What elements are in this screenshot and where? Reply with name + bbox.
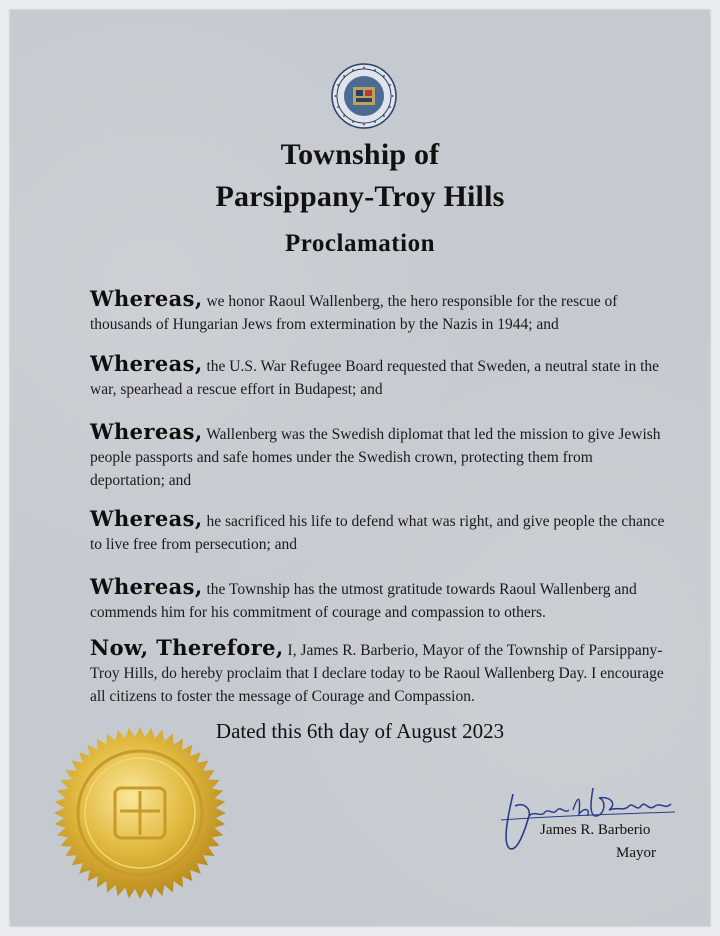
clause-text: Wallenberg was the Swedish diplomat that led the mission to give Jewish people passports and safe homes under the Swedish crown, protecting them from deportation; and [90,426,661,489]
clause-lead: Whereas, [90,286,203,311]
proclamation-heading: Proclamation [285,230,435,257]
now-therefore-clause [90,636,665,708]
clause-lead: Whereas, [90,574,203,599]
whereas-clause-5 [90,575,665,624]
title-line-1: Township of [280,138,440,171]
clause-lead: Now, Therefore, [90,635,284,660]
clause-text: we honor Raoul Wallenberg, the hero responsible for the rescue of thousands of Hungarian Jews from extermination by the Nazis in 1944; and [90,293,618,333]
clause-lead: Whereas, [90,351,203,376]
township-seal-icon [331,63,397,129]
clause-text: the U.S. War Refugee Board requested that Sweden, a neutral state in the war, spearhead a rescue effort in Budapest; and [90,358,660,398]
gold-foil-seal-icon [53,726,227,900]
clause-text: the Township has the utmost gratitude towards Raoul Wallenberg and commends him for his commitment of courage and compassion to others. [90,581,637,621]
mayor-signature [495,780,680,855]
signatory-title: Mayor [616,845,656,861]
clause-lead: Whereas, [90,419,203,444]
whereas-clause-3 [90,420,665,492]
signatory-name: James R. Barberio [540,822,651,838]
title-line-2: Parsippany-Troy Hills [215,180,505,213]
whereas-clause-2 [90,352,665,401]
clause-text: I, James R. Barberio, Mayor of the Township of Parsippany-Troy Hills, do hereby proclaim that I declare today to be Raoul Wallenberg Day. I encourage all citizens to foster the message of Courage and Compassion. [90,642,664,705]
dated-line: Dated this 6th day of August 2023 [215,719,505,743]
whereas-clause-4 [90,507,665,556]
clause-lead: Whereas, [90,506,203,531]
clause-text: he sacrificed his life to defend what was right, and give people the chance to live free from persecution; and [90,513,665,553]
whereas-clause-1 [90,287,665,336]
